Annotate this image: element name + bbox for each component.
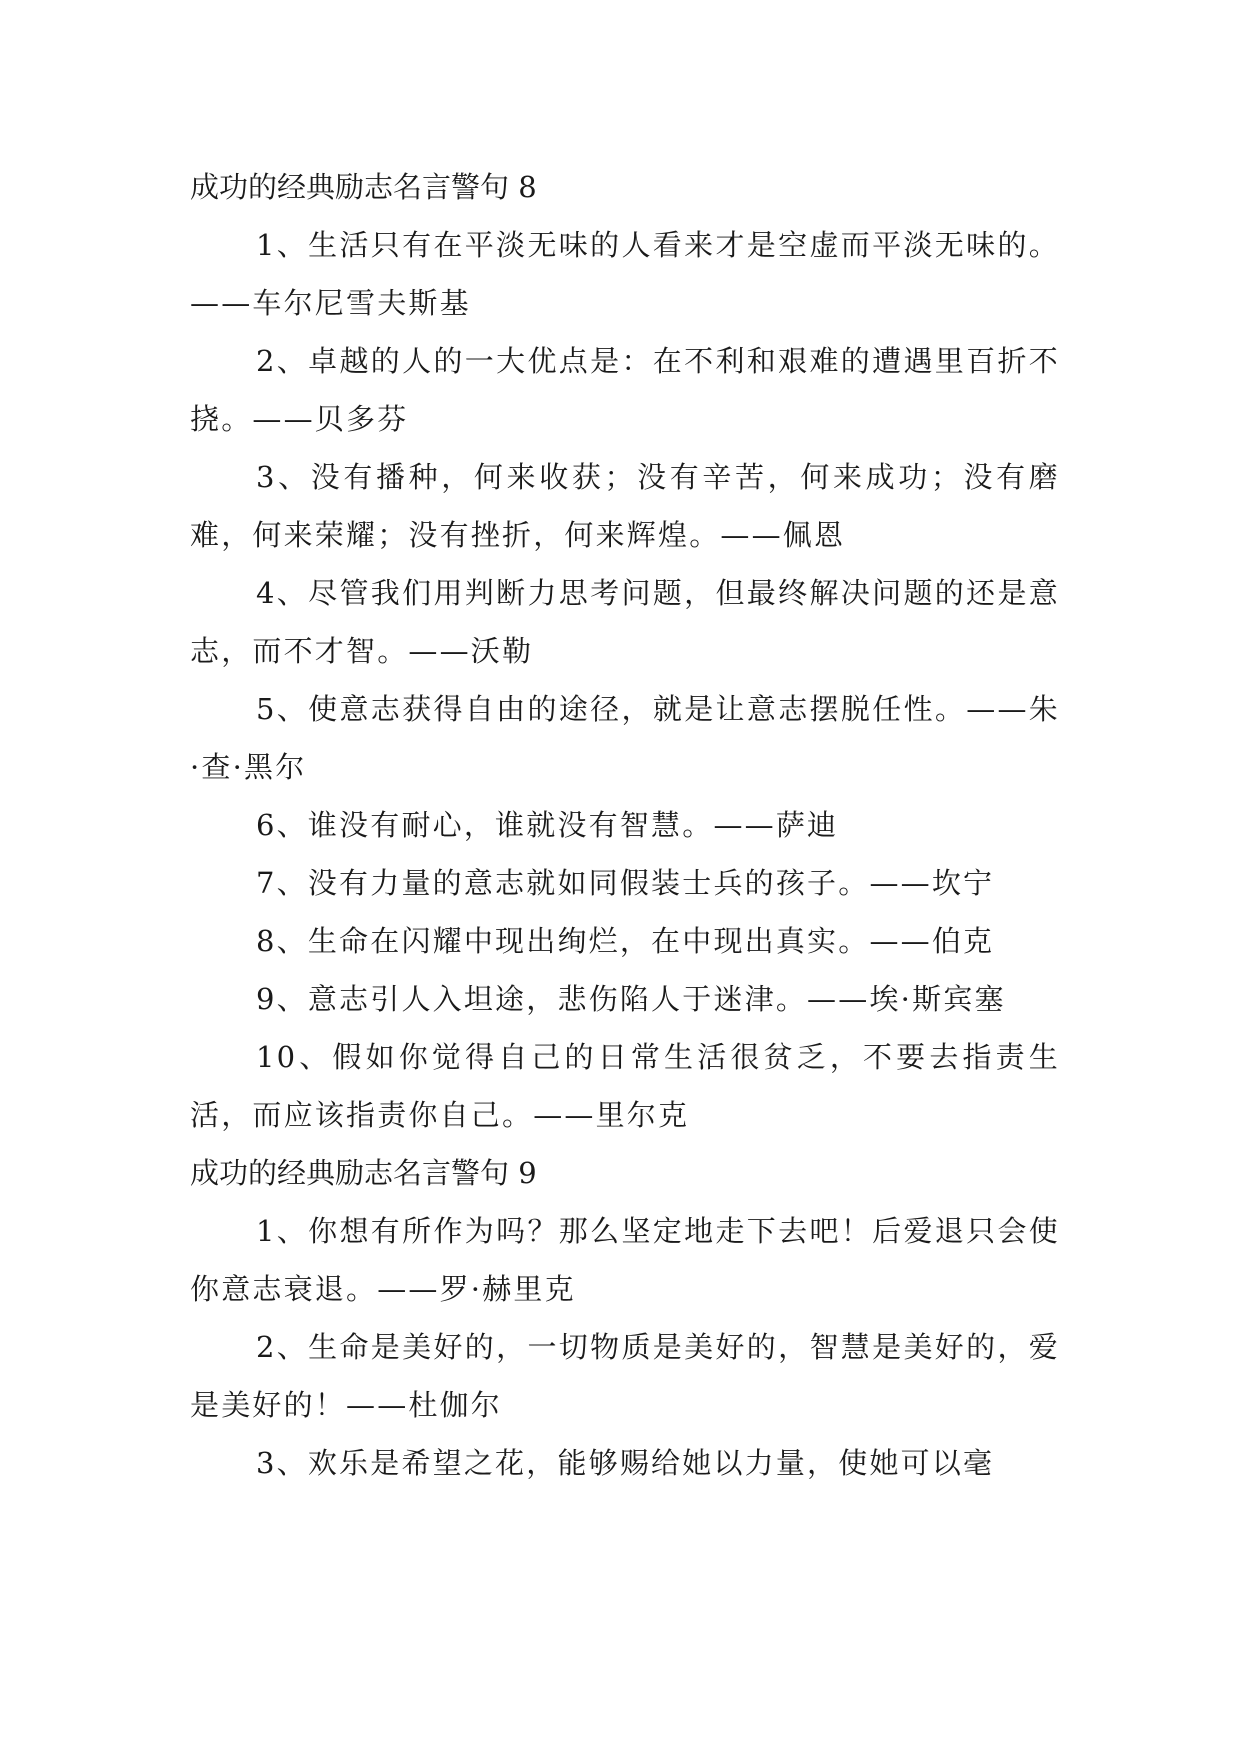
quote-item: 8、生命在闪耀中现出绚烂，在中现出真实。——伯克	[256, 924, 995, 958]
section-title: 成功的经典励志名言警句 9	[190, 1156, 537, 1190]
document-body	[190, 158, 1060, 1492]
quote-item: 6、谁没有耐心，谁就没有智慧。——萨迪	[256, 808, 839, 842]
quote-item: 3、没有播种，何来收获；没有辛苦，何来成功；没有磨难，何来荣耀；没有挫折，何来辉煌。——佩恩	[190, 460, 1060, 552]
quote-item: 2、卓越的人的一大优点是：在不利和艰难的遭遇里百折不挠。——贝多芬	[190, 344, 1060, 436]
section-title: 成功的经典励志名言警句 8	[190, 170, 537, 204]
quote-item: 1、生活只有在平淡无味的人看来才是空虚而平淡无味的。——车尔尼雪夫斯基	[190, 228, 1060, 320]
quote-item: 5、使意志获得自由的途径，就是让意志摆脱任性。——朱·查·黑尔	[190, 692, 1060, 784]
quote-item: 9、意志引人入坦途，悲伤陷人于迷津。——埃·斯宾塞	[256, 982, 1006, 1016]
quote-item: 1、你想有所作为吗？那么坚定地走下去吧！后爱退只会使你意志衰退。——罗·赫里克	[190, 1214, 1060, 1306]
quote-item: 7、没有力量的意志就如同假装士兵的孩子。——坎宁	[256, 866, 995, 900]
quote-item: 4、尽管我们用判断力思考问题，但最终解决问题的还是意志，而不才智。——沃勒	[190, 576, 1060, 668]
quote-item: 3、欢乐是希望之花，能够赐给她以力量，使她可以毫	[256, 1446, 995, 1480]
quote-item: 2、生命是美好的，一切物质是美好的，智慧是美好的，爱是美好的！——杜伽尔	[190, 1330, 1060, 1422]
quote-item: 10、假如你觉得自己的日常生活很贫乏，不要去指责生活，而应该指责你自己。——里尔克	[190, 1040, 1060, 1132]
